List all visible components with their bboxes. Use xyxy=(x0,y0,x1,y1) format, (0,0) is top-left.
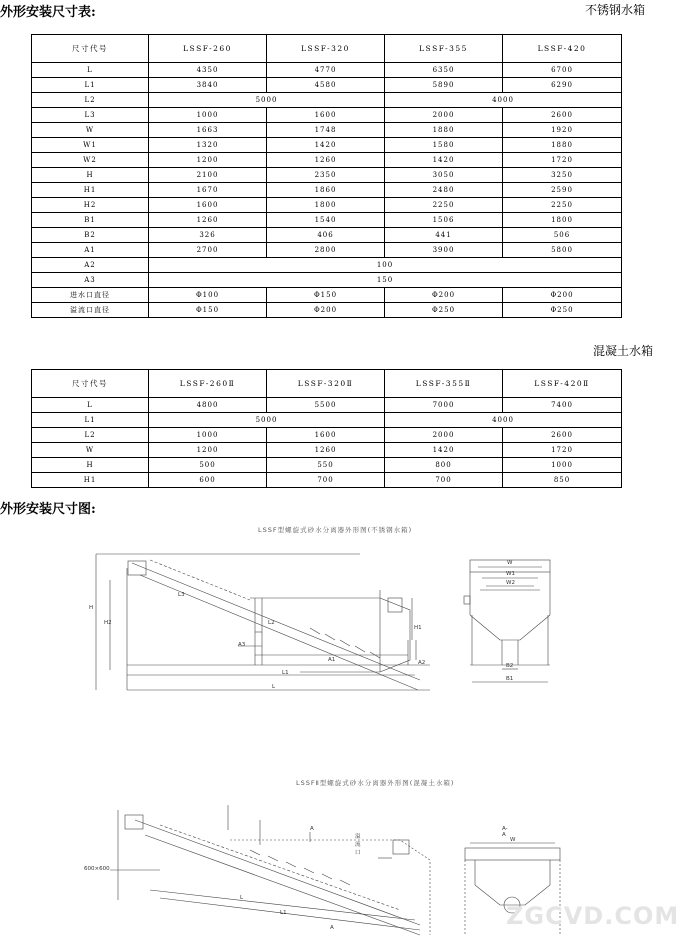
table1-cell: 6350 xyxy=(385,63,503,78)
table2-cell: 2600 xyxy=(503,428,622,443)
table1-row xyxy=(32,288,622,303)
table1-cell: 1670 xyxy=(149,183,267,198)
table2-row xyxy=(32,413,622,428)
d2-label-opening: 600×600 xyxy=(84,866,110,872)
d1-label-l: L xyxy=(272,684,276,690)
table1-cell: 1800 xyxy=(267,198,385,213)
table1-header-cell: 尺寸代号 xyxy=(32,35,149,63)
table1-cell: 2000 xyxy=(385,108,503,123)
table1-row-code: H2 xyxy=(32,198,149,213)
table1-row-code: B2 xyxy=(32,228,149,243)
d2-label-w: W xyxy=(510,837,516,843)
table1-cell: 1880 xyxy=(385,123,503,138)
table1-row-code: 进水口直径 xyxy=(32,288,149,303)
d1-label-l1: L1 xyxy=(282,670,289,676)
table1-cell: 6700 xyxy=(503,63,622,78)
table1-row-code: L2 xyxy=(32,93,149,108)
table2-cell: 4800 xyxy=(149,398,267,413)
d1-label-w2: W2 xyxy=(506,580,515,586)
table1-cell: Φ250 xyxy=(385,303,503,318)
table1-cell: 3900 xyxy=(385,243,503,258)
d1-label-h1: H1 xyxy=(414,625,422,631)
table2-header-cell: LSSF-420Ⅱ xyxy=(503,370,622,398)
table2-cell: 700 xyxy=(267,473,385,488)
table2-cell: 5500 xyxy=(267,398,385,413)
table1-row-code: B1 xyxy=(32,213,149,228)
table2-cell: 800 xyxy=(385,458,503,473)
table1-cell: 1748 xyxy=(267,123,385,138)
table1-row xyxy=(32,108,622,123)
table1-row-code: L3 xyxy=(32,108,149,123)
table1-row xyxy=(32,198,622,213)
table1-cell: 2250 xyxy=(503,198,622,213)
table1-row-code: W1 xyxy=(32,138,149,153)
table1-cell: 1663 xyxy=(149,123,267,138)
table1-row-code: H xyxy=(32,168,149,183)
table2-cell: 550 xyxy=(267,458,385,473)
d1-label-a1: A1 xyxy=(328,657,336,663)
d1-label-b1: B1 xyxy=(506,676,514,682)
table1-row-code: A2 xyxy=(32,258,149,273)
table2-cell: 850 xyxy=(503,473,622,488)
table1-header-cell: LSSF-355 xyxy=(385,35,503,63)
table2-cell: 1000 xyxy=(503,458,622,473)
table1-cell: 1580 xyxy=(385,138,503,153)
table2-row-code: H1 xyxy=(32,473,149,488)
drawing2-title: LSSFⅡ型螺旋式砂水分离器外形图(混凝土水箱) xyxy=(296,779,455,787)
table2-cell: 1420 xyxy=(385,443,503,458)
table1-cell: Φ200 xyxy=(385,288,503,303)
table1-row-code: L xyxy=(32,63,149,78)
table1-cell: 5800 xyxy=(503,243,622,258)
dims-table-title: 外形安装尺寸表: xyxy=(0,5,96,20)
table1-cell: Φ200 xyxy=(503,288,622,303)
table1-row xyxy=(32,183,622,198)
table2-cell: 500 xyxy=(149,458,267,473)
table2-label: 混凝土水箱 xyxy=(592,344,653,358)
table2-cell: 2000 xyxy=(385,428,503,443)
table1-row-code: W xyxy=(32,123,149,138)
d1-label-b2: B2 xyxy=(506,663,514,669)
table2-cell: 700 xyxy=(385,473,503,488)
table1-row-code: W2 xyxy=(32,153,149,168)
table2-cell: 1260 xyxy=(267,443,385,458)
table2-merged-cell: 5000 xyxy=(149,413,385,428)
spec-table-concrete xyxy=(31,369,622,488)
table1-cell: Φ200 xyxy=(267,303,385,318)
d1-label-h: H xyxy=(89,605,94,611)
table1-header-cell: LSSF-420 xyxy=(503,35,622,63)
table2-row-code: L xyxy=(32,398,149,413)
table1-cell: 1860 xyxy=(267,183,385,198)
d1-label-h2: H2 xyxy=(104,620,112,626)
table1-row-code: A1 xyxy=(32,243,149,258)
table1-cell: 1540 xyxy=(267,213,385,228)
d1-label-l3: L3 xyxy=(178,592,185,598)
table1-cell: 1260 xyxy=(149,213,267,228)
table1-header-row xyxy=(32,35,622,63)
table1-cell: 6290 xyxy=(503,78,622,93)
table1-row xyxy=(32,228,622,243)
table2-row xyxy=(32,443,622,458)
table2-row-code: W xyxy=(32,443,149,458)
table1-merged-cell: 5000 xyxy=(149,93,385,108)
table1-row xyxy=(32,168,622,183)
table2-cell: 7400 xyxy=(503,398,622,413)
table1-cell: 1920 xyxy=(503,123,622,138)
table1-cell: Φ150 xyxy=(267,288,385,303)
table1-header-cell: LSSF-320 xyxy=(267,35,385,63)
table1-cell: 1420 xyxy=(267,138,385,153)
table1-cell: 441 xyxy=(385,228,503,243)
table2-cell: 7000 xyxy=(385,398,503,413)
table1-cell: 3250 xyxy=(503,168,622,183)
table1-cell: Φ100 xyxy=(149,288,267,303)
table1-cell: 1200 xyxy=(149,153,267,168)
table1-row-code: L1 xyxy=(32,78,149,93)
d1-label-w1: W1 xyxy=(506,571,515,577)
table2-cell: 600 xyxy=(149,473,267,488)
table1-row-code: A3 xyxy=(32,273,149,288)
table1-row xyxy=(32,63,622,78)
table1-cell: 2480 xyxy=(385,183,503,198)
spec-table-stainless xyxy=(31,34,622,318)
table2-row-code: H xyxy=(32,458,149,473)
table1-cell: 5890 xyxy=(385,78,503,93)
table2-header-cell: LSSF-320Ⅱ xyxy=(267,370,385,398)
table1-row xyxy=(32,138,622,153)
table1-cell: 1320 xyxy=(149,138,267,153)
table2-row-code: L2 xyxy=(32,428,149,443)
table1-row-code: 溢流口直径 xyxy=(32,303,149,318)
table1-cell: 1420 xyxy=(385,153,503,168)
table1-cell: 1600 xyxy=(149,198,267,213)
table2-cell: 1200 xyxy=(149,443,267,458)
d2-label-section: A-A xyxy=(502,826,508,838)
d2-label-l1: L1 xyxy=(280,910,287,916)
table2-row-code: L1 xyxy=(32,413,149,428)
table2-merged-cell: 4000 xyxy=(385,413,622,428)
table1-row xyxy=(32,123,622,138)
table1-cell: 1800 xyxy=(503,213,622,228)
table1-cell: 2700 xyxy=(149,243,267,258)
table1-cell: 506 xyxy=(503,228,622,243)
table1-row xyxy=(32,78,622,93)
table1-row xyxy=(32,303,622,318)
table2-row xyxy=(32,428,622,443)
d2-label-a-top: A xyxy=(310,826,314,832)
table1-cell: 3840 xyxy=(149,78,267,93)
table2-cell: 1000 xyxy=(149,428,267,443)
table1-cell: 1506 xyxy=(385,213,503,228)
table1-merged-cell: 150 xyxy=(149,273,622,288)
table1-row xyxy=(32,258,622,273)
d2-label-overflow: 溢流口 xyxy=(355,834,361,856)
table2-header-row xyxy=(32,370,622,398)
watermark: ZGCVD.COM xyxy=(506,902,679,930)
table2-header-cell: LSSF-355Ⅱ xyxy=(385,370,503,398)
table2-row xyxy=(32,458,622,473)
table1-row xyxy=(32,243,622,258)
table1-cell: 1600 xyxy=(267,108,385,123)
table1-header-cell: LSSF-260 xyxy=(149,35,267,63)
table1-cell: 2600 xyxy=(503,108,622,123)
table1-row xyxy=(32,93,622,108)
table1-merged-cell: 100 xyxy=(149,258,622,273)
table2-cell: 1720 xyxy=(503,443,622,458)
drawing1-title: LSSF型螺旋式砂水分离器外形图(不锈钢水箱) xyxy=(258,526,413,534)
table1-cell: 1000 xyxy=(149,108,267,123)
table2-header-cell: LSSF-260Ⅱ xyxy=(149,370,267,398)
table1-row xyxy=(32,153,622,168)
d1-label-a3: A3 xyxy=(238,642,246,648)
table1-cell: 1720 xyxy=(503,153,622,168)
table1-merged-cell: 4000 xyxy=(385,93,622,108)
d1-label-w: W xyxy=(507,560,513,566)
d2-label-a-bottom: A xyxy=(330,925,334,931)
table1-cell: 2250 xyxy=(385,198,503,213)
table1-cell: Φ150 xyxy=(149,303,267,318)
table1-cell: 2800 xyxy=(267,243,385,258)
table1-label: 不锈钢水箱 xyxy=(584,3,645,17)
table2-cell: 1600 xyxy=(267,428,385,443)
table1-cell: 326 xyxy=(149,228,267,243)
table1-row xyxy=(32,213,622,228)
table1-cell: 3050 xyxy=(385,168,503,183)
d1-label-l2: L2 xyxy=(268,620,275,626)
table2-row xyxy=(32,473,622,488)
table1-cell: 1260 xyxy=(267,153,385,168)
table1-cell: 2590 xyxy=(503,183,622,198)
table1-cell: 2350 xyxy=(267,168,385,183)
table1-cell: 4770 xyxy=(267,63,385,78)
drawing-title: 外形安装尺寸图: xyxy=(0,502,96,517)
table1-row xyxy=(32,273,622,288)
table1-cell: Φ250 xyxy=(503,303,622,318)
table2-header-cell: 尺寸代号 xyxy=(32,370,149,398)
table1-cell: 2100 xyxy=(149,168,267,183)
table1-row-code: H1 xyxy=(32,183,149,198)
table1-cell: 406 xyxy=(267,228,385,243)
table1-cell: 4350 xyxy=(149,63,267,78)
table2-row xyxy=(32,398,622,413)
d2-label-l: L xyxy=(240,895,244,901)
table1-cell: 1880 xyxy=(503,138,622,153)
d1-label-a2: A2 xyxy=(418,660,426,666)
table1-cell: 4580 xyxy=(267,78,385,93)
